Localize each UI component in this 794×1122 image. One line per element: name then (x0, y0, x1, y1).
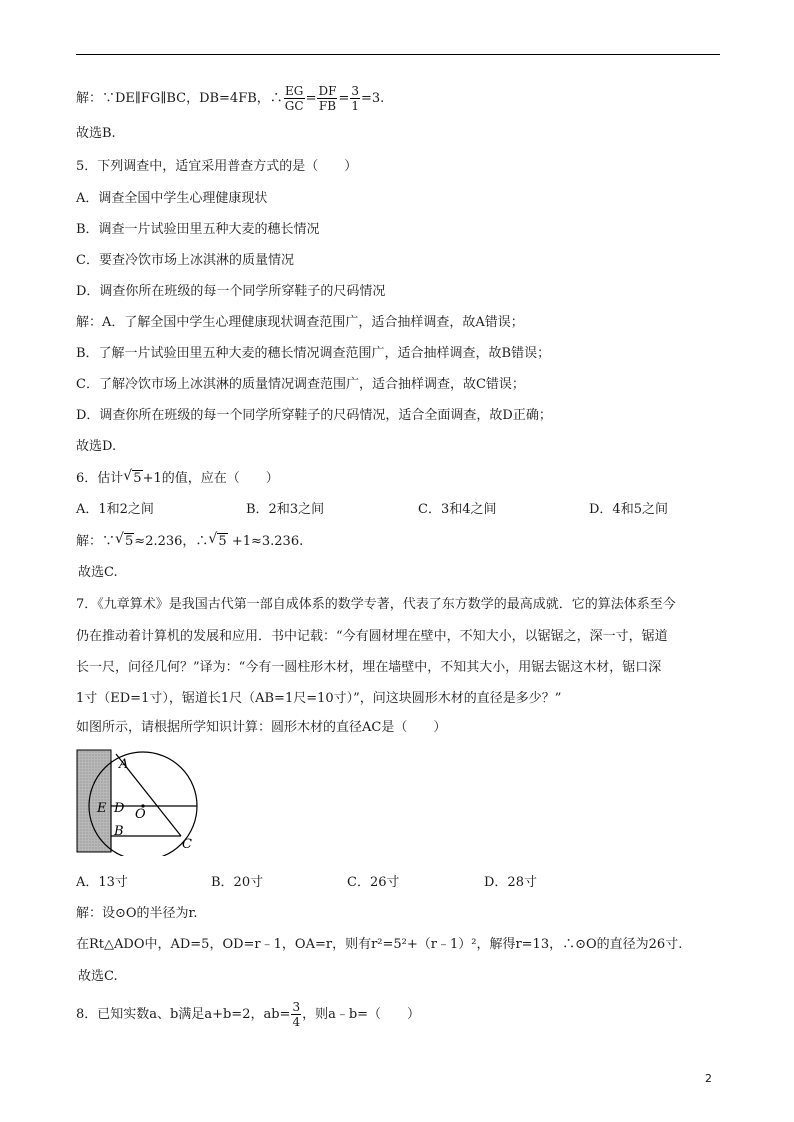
sqrt-5 (208, 533, 227, 550)
q7-text-line: 1寸（ED=1寸），锯道长1尺（AB=1尺=10寸）”，问这块圆形木材的直径是多少？” (76, 691, 562, 706)
q6-solution-suffix: +1≈3.236. (227, 534, 304, 549)
q5-solution-line: 解：A．了解全国中学生心理健康现状调查范围广，适合抽样调查，故A错误； (76, 315, 524, 330)
label-a: A (119, 757, 129, 772)
q7-option-a: A．13寸 (76, 875, 128, 890)
q5-option-a: A．调查全国中学生心理健康现状 (76, 191, 268, 206)
q5-option-b: B．调查一片试验田里五种大麦的穗长情况 (76, 222, 320, 237)
fraction-denominator: 4 (292, 1015, 301, 1029)
radical-sign-icon: √ (115, 531, 124, 547)
fraction-denominator: GC (284, 99, 304, 113)
label-o: O (135, 807, 146, 822)
label-d: D (114, 801, 125, 816)
header-rule (76, 54, 720, 55)
q7-option-c: C．26寸 (347, 875, 400, 890)
fraction-numerator: 3 (351, 84, 359, 98)
radical-sign-icon: √ (123, 468, 133, 484)
q6-solution (76, 533, 303, 550)
label-b: B (114, 824, 124, 839)
q4-answer: 故选B. (76, 126, 116, 141)
q6-solution-mid: ≈2.236，∴ (134, 534, 209, 549)
q6-solution-prefix: 解：∵ (76, 534, 116, 549)
q4-solution-prefix: 解：∵DE∥FG∥BC，DB=4FB，∴ (76, 91, 283, 106)
fraction-denominator: FB (318, 99, 337, 113)
radical-sign-icon: √ (208, 531, 218, 547)
q7-option-b: B．20寸 (211, 875, 264, 890)
q4-solution (76, 84, 384, 113)
q5-option-d: D．调查你所在班级的每一个同学所穿鞋子的尺码情况 (76, 284, 386, 299)
page-number: 2 (705, 1072, 712, 1085)
q8-question (76, 1000, 420, 1029)
sqrt-5 (123, 470, 142, 487)
q6-option-d: D．4和5之间 (589, 502, 668, 517)
q8-question-prefix: 8．已知实数a、b满足a+b=2，ab= (76, 1007, 291, 1022)
fraction-denominator: 1 (351, 99, 359, 113)
sqrt-5 (115, 533, 134, 550)
label-e: E (97, 801, 107, 816)
q6-question-prefix: 6．估计 (76, 471, 124, 486)
q7-text-line: 仍在推动着计算机的发展和应用．书中记载：“今有圆材埋在壁中，不知大小，以锯锯之，深一寸，锯道 (76, 629, 668, 644)
equals-sign: = (305, 91, 317, 106)
radicand: 5 (133, 471, 142, 486)
radicand: 5 (218, 534, 227, 549)
fraction-3-1 (350, 84, 360, 113)
q6-option-a: A．1和2之间 (76, 502, 154, 517)
q8-question-suffix: ，则a﹣b=（ ） (302, 1007, 421, 1022)
q7-text-line: 如图所示，请根据所学知识计算：圆形木材的直径AC是（ ） (76, 720, 447, 735)
q6-option-c: C．3和4之间 (418, 502, 497, 517)
q4-solution-suffix: =3. (360, 91, 385, 106)
q7-text-line: 长一尺，问径几何？”译为：“今有一圆柱形木材，埋在墙壁中，不知其大小，用锯去锯这木材，锯口深 (76, 660, 662, 675)
q7-solution-line: 在Rt△ADO中，AD=5，OD=r﹣1，OA=r，则有r²=5²+（r﹣1）²，解得r=13，∴⊙O的直径为26寸. (76, 937, 683, 952)
q5-question: 5．下列调查中，适宜采用普查方式的是（ ） (76, 159, 358, 174)
fraction-numerator: 3 (292, 1000, 301, 1014)
q5-solution-line: C．了解冷饮市场上冰淇淋的质量情况调查范围广，适合抽样调查，故C错误； (76, 377, 525, 392)
q5-solution-line: D．调查你所在班级的每一个同学所穿鞋子的尺码情况，适合全面调查，故D正确； (76, 408, 552, 423)
q7-option-d: D．28寸 (484, 875, 537, 890)
equals-sign: = (338, 91, 350, 106)
q5-answer: 故选D. (76, 439, 117, 454)
q6-question-suffix: +1的值，应在（ ） (142, 471, 279, 486)
q7-answer: 故选C. (78, 969, 118, 984)
q6-answer: 故选C. (78, 565, 118, 580)
q5-solution-line: B．了解一片试验田里五种大麦的穗长情况调查范围广，适合抽样调查，故B错误； (76, 346, 551, 361)
fraction-numerator: EG (285, 84, 304, 98)
label-c: C (182, 837, 192, 852)
q6-option-b: B．2和3之间 (246, 502, 325, 517)
fraction-eg-gc (284, 84, 305, 113)
fraction-df-fb (317, 84, 337, 113)
q6-question (76, 470, 279, 487)
q7-text-line: 7．《九章算术》是我国古代第一部自成体系的数学专著，代表了东方数学的最高成就．它的算法体系至今 (76, 597, 676, 612)
fraction-numerator: DF (318, 84, 337, 98)
radicand: 5 (125, 534, 134, 549)
fraction-3-4 (291, 1000, 301, 1029)
q7-solution-line: 解：设⊙O的半径为r. (76, 906, 198, 921)
q5-option-c: C．要查冷饮市场上冰淇淋的质量情况 (76, 253, 294, 268)
circle-wood-figure (74, 748, 210, 856)
